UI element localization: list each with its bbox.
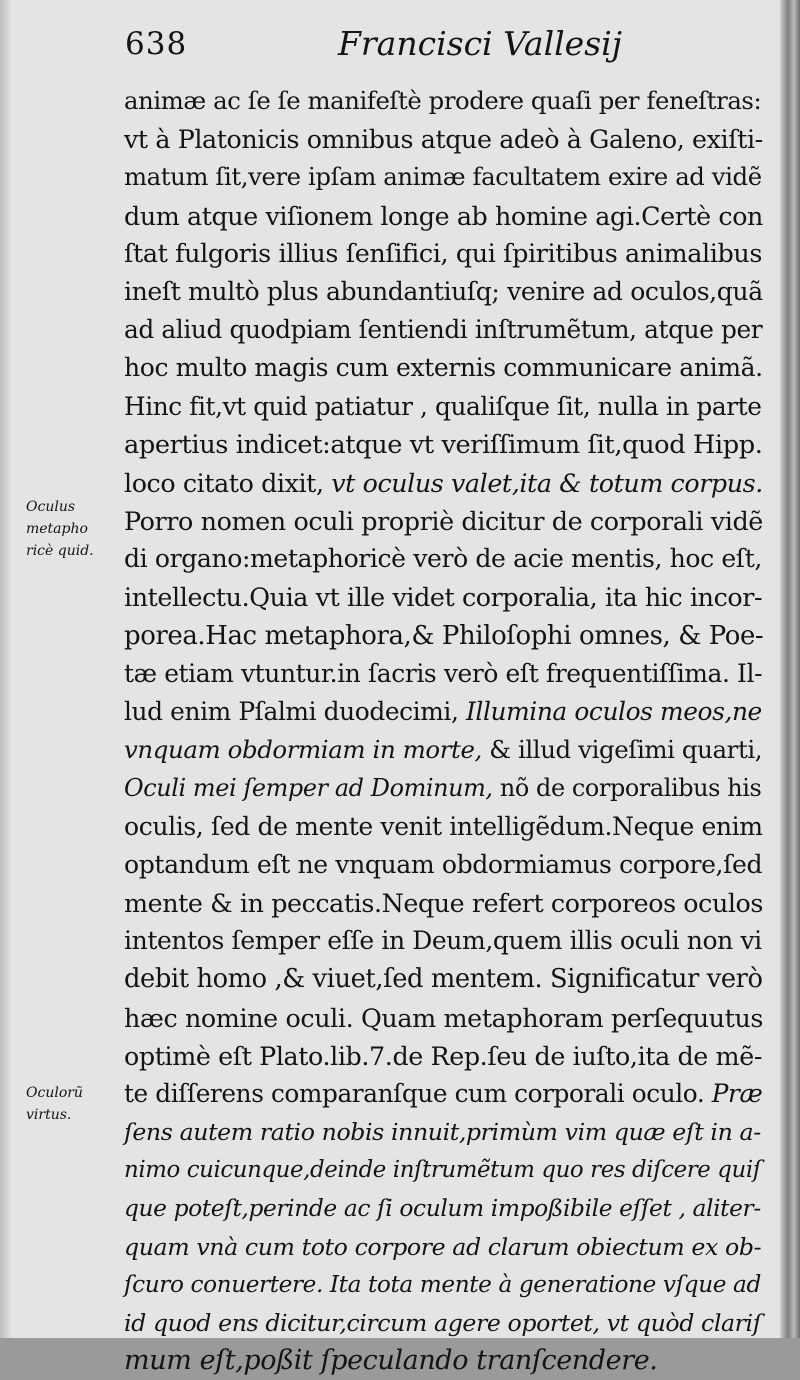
- text-run: ſtat fulgoris illius ſenſifici, qui ſpiritibus animalibus: [124, 238, 762, 269]
- text-line: [124, 82, 764, 120]
- text-line: [124, 158, 764, 196]
- running-head: Francisci Vallesij: [338, 24, 622, 63]
- text-line: [124, 808, 764, 846]
- text-line: [124, 846, 764, 884]
- text-run: nõ de corporalibus his: [499, 774, 762, 803]
- italic-text-run: Oculi mei ſemper ad Dominum,: [124, 774, 500, 803]
- text-run: & illud vigeſimi quarti,: [489, 735, 763, 765]
- italic-text-run: vt oculus valet,ita & totum corpus.: [331, 467, 763, 498]
- text-line: [124, 769, 764, 807]
- text-line: [124, 197, 764, 235]
- text-line: [124, 731, 764, 769]
- italic-text-run: ſens autem ratio nobis innuit,primùm vim quæ eſt in a-: [124, 1118, 761, 1147]
- text-line: [124, 1037, 764, 1075]
- text-line: [124, 1189, 764, 1227]
- text-line: [124, 1075, 764, 1113]
- text-line: [124, 388, 764, 426]
- text-line: [124, 1266, 764, 1304]
- margin-note-oculorum: [26, 1082, 83, 1126]
- text-line: [124, 884, 764, 922]
- margin-note-line: Oculorũ: [26, 1085, 83, 1101]
- body-text: [124, 82, 764, 1380]
- page-number: 638: [125, 26, 188, 62]
- text-line: [124, 693, 764, 731]
- text-run: Hinc fit,vt quid patiatur , qualiſque ſit, nulla in parte: [124, 391, 762, 421]
- text-line: [124, 1151, 764, 1189]
- text-line: [124, 1304, 764, 1342]
- text-line: [124, 349, 764, 387]
- italic-text-run: nimo cuicunque,deinde inſtrumẽtum quo res diſcere quiſ: [124, 1157, 761, 1184]
- text-line: [124, 1113, 764, 1151]
- text-run: matum ſit,vere ipſam animæ facultatem exire ad vidẽ: [124, 162, 762, 192]
- italic-text-run: id quod ens dicitur,circum agere oportet, vt quòd clariſ: [124, 1309, 762, 1337]
- text-run: intentos ſemper eſſe in Deum,quem illis oculi non vi: [124, 926, 762, 956]
- italic-text-run: ſcuro conuertere. Ita tota mente à generatione vſque ad: [124, 1270, 761, 1298]
- text-line: [124, 1342, 764, 1380]
- text-run: hæc nomine oculi. Quam metaphoram perſequutus: [124, 1002, 764, 1033]
- text-run: oculis, ſed de mente venit intelligẽdum.Neque enim: [124, 811, 763, 841]
- text-run: loco citato dixit,: [124, 467, 332, 498]
- text-run: intellectu.Quia vt ille videt corporalia, ita hic incor-: [124, 582, 763, 613]
- text-line: [124, 464, 764, 502]
- text-run: optandum eſt ne vnquam obdormiamus corpore,ſed: [124, 849, 763, 879]
- text-line: [124, 311, 764, 349]
- text-run: dum atque viſionem longe ab homine agi.Certè con: [124, 200, 763, 231]
- text-run: optimè eſt Plato.lib.7.de Rep.ſeu de iuſto,ita de mẽ-: [124, 1040, 762, 1071]
- text-run: apertius indicet:atque vt veriſſimum ſit,quod Hipp.: [124, 429, 763, 460]
- text-line: [124, 540, 764, 578]
- text-line: [124, 922, 764, 960]
- text-line: [124, 1228, 764, 1266]
- italic-text-run: Præ: [711, 1078, 763, 1108]
- text-line: [124, 655, 764, 693]
- text-line: [124, 273, 764, 311]
- italic-text-run: que poteſt,perinde ac ſi oculum impoßibile eſſet , aliter-: [124, 1194, 761, 1223]
- text-line: [124, 426, 764, 464]
- text-line: [124, 960, 764, 998]
- text-run: porea.Hac metaphora,& Philoſophi omnes, & Poe-: [124, 620, 764, 651]
- italic-text-run: vnquam obdormiam in morte,: [124, 735, 490, 765]
- text-run: debit homo ,& viuet,ſed mentem. Significatur verò: [124, 964, 763, 995]
- page-edge: [780, 0, 800, 1338]
- margin-note-oculus: [26, 496, 94, 562]
- margin-note-line: virtus.: [26, 1107, 72, 1123]
- text-run: ineſt multò plus abundantiuſq; venire ad oculos,quã: [124, 276, 763, 306]
- text-line: [124, 999, 764, 1037]
- text-run: di organo:metaphoricè verò de acie mentis, hoc eſt,: [124, 544, 762, 574]
- text-run: lud enim Pſalmi duodecimi,: [124, 697, 466, 726]
- text-run: te diſſerens comparanſque cum corporali oculo.: [124, 1078, 712, 1108]
- text-line: [124, 617, 764, 655]
- text-line: [124, 502, 764, 540]
- text-line: [124, 120, 764, 158]
- margin-note-line: ricè quid.: [26, 543, 94, 559]
- text-run: tæ etiam vtuntur.in ſacris verò eſt frequentiſſima. Il-: [124, 658, 763, 688]
- gutter-shadow: [0, 0, 12, 1338]
- italic-text-run: mum eſt,poßit ſpeculando tranſcendere.: [124, 1345, 658, 1377]
- margin-note-line: metapho: [26, 521, 88, 537]
- text-run: hoc multo magis cum externis communicare animã.: [124, 353, 763, 383]
- text-run: animæ ac ſe ſe manifeſtè prodere quaſi per feneſtras:: [124, 86, 762, 115]
- text-line: [124, 578, 764, 616]
- italic-text-run: quam vnà cum toto corpore ad clarum obiectum ex ob-: [124, 1232, 762, 1261]
- text-line: [124, 235, 764, 273]
- italic-text-run: Illumina oculos meos,ne: [465, 697, 762, 726]
- text-run: Porro nomen oculi propriè dicitur de corporali vidẽ: [124, 506, 763, 537]
- margin-note-line: Oculus: [26, 499, 76, 515]
- text-run: mente & in peccatis.Neque refert corporeos oculos: [124, 887, 764, 918]
- text-run: vt à Platonicis omnibus atque adeò à Galeno, exiſti-: [124, 124, 763, 155]
- text-run: ad aliud quodpiam ſentiendi inſtrumẽtum, atque per: [124, 315, 763, 345]
